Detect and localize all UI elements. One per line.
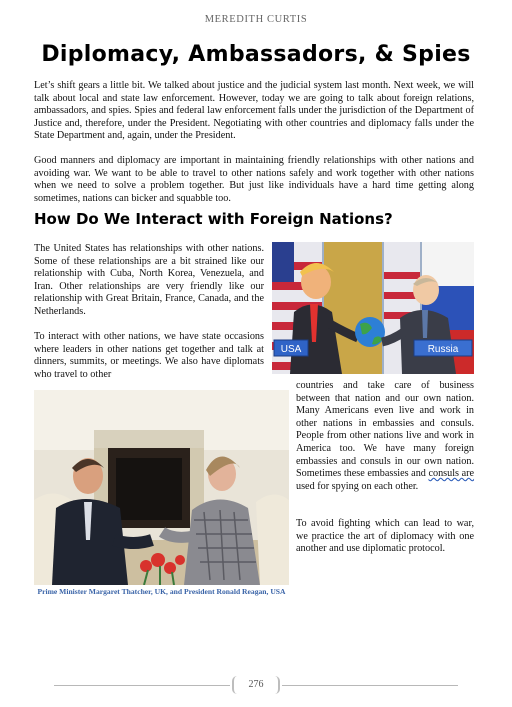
footer-rule-left — [54, 685, 230, 686]
diplomacy-paragraph: To avoid fighting which can lead to war, we practice the art of diplomacy with one another and use diplomatic protocol. — [296, 518, 474, 555]
footer-rule-right — [282, 685, 458, 686]
embassies-text-a: countries and take care of business between that nation and our own nation. Many Americans even live and work in other nations in embassies and consuls. People from other nations live and work in America too. We have many foreign embassies and consuls in our own nation. Sometimes these embassies and — [296, 380, 474, 480]
running-header: MEREDITH CURTIS — [204, 14, 308, 25]
relationships-paragraph: The United States has relationships with other nations. Some of these relationships are a bit strained like our relationship with Cuba, North Korea, Venezuela, and Iran. Other relationships are very friendly like our relationship with Great Britain, France, Canada, and the Netherlands. — [34, 243, 264, 317]
intro-paragraph: Let’s shift gears a little bit. We talked about justice and the judicial system last month. Next week, we will talk about local and state law enforcement. However, today we are going to talk about foreign relations, ambassadors, and spies. Spies and federal law enforcement falls under the jurisdiction of the Department of Justice and, therefore, under the President. Negotiating with other countries and diplomacy falls under the State Department and, again, under the President. — [34, 80, 474, 142]
spellcheck-underlined-text: consuls are — [428, 468, 475, 480]
page-title: Diplomacy, Ambassadors, & Spies — [41, 42, 471, 67]
russia-tag-label: Russia — [427, 344, 459, 355]
usa-tag-label: USA — [280, 344, 302, 355]
page-number: 276 — [232, 676, 280, 694]
manners-paragraph: Good manners and diplomacy are important in maintaining friendly relationships with other nations and avoiding war. We want to be able to travel to other nations safely and work together with other nations when we need to solve a problem together. But just like individuals have a hard time getting along sometimes, nations can bicker and squabble too. — [34, 155, 474, 204]
state-occasions-paragraph: To interact with other nations, we have state occasions where leaders in other nations get together and talk at dinners, summits, or meetings. We also have diplomats who travel to other — [34, 331, 264, 380]
embassies-text-b: used for spying on each other. — [296, 480, 419, 492]
photo-caption: Prime Minister Margaret Thatcher, UK, and President Ronald Reagan, USA — [37, 587, 286, 596]
leaders-globe-illustration — [272, 242, 474, 374]
embassies-paragraph — [296, 380, 474, 493]
section-heading: How Do We Interact with Foreign Nations? — [34, 210, 393, 228]
reagan-thatcher-photo — [34, 390, 289, 585]
